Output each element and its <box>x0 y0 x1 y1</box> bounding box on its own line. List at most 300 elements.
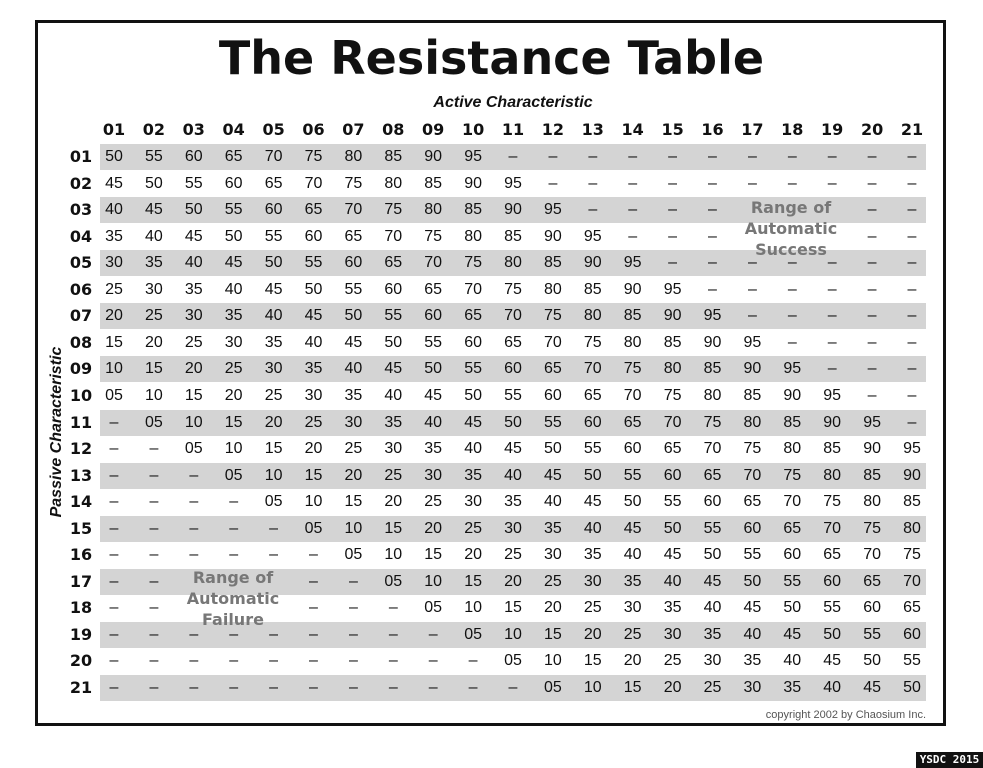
table-cell: 60 <box>344 254 363 272</box>
table-cell: – <box>708 174 717 192</box>
table-cell: – <box>708 254 717 272</box>
table-cell: 15 <box>304 466 323 484</box>
table-cell: 75 <box>424 227 443 245</box>
column-header: 14 <box>621 120 644 139</box>
table-cell: 60 <box>663 466 682 484</box>
table-cell: 60 <box>583 413 602 431</box>
table-cell: – <box>708 227 717 245</box>
table-cell: – <box>189 652 199 670</box>
table-cell: 05 <box>144 413 163 431</box>
table-cell: 25 <box>264 386 283 404</box>
table-cell: 60 <box>743 519 762 537</box>
table-cell: – <box>747 307 757 325</box>
table-cell: 95 <box>464 148 482 165</box>
table-cell: 50 <box>823 625 842 643</box>
table-cell: 35 <box>105 227 123 245</box>
table-cell: 40 <box>783 652 802 670</box>
table-cell: 45 <box>424 386 443 404</box>
table-cell: 85 <box>903 493 921 511</box>
table-cell: 90 <box>903 466 921 484</box>
table-cell: – <box>548 148 558 165</box>
table-cell: 45 <box>144 201 163 219</box>
table-cell: – <box>309 652 318 670</box>
table-cell: – <box>468 652 478 670</box>
column-header: 20 <box>860 120 884 139</box>
table-cell: 75 <box>344 174 363 192</box>
table-cell: 65 <box>504 333 522 351</box>
table-cell: – <box>867 174 877 192</box>
table-cell: – <box>907 307 917 325</box>
table-cell: 90 <box>583 254 602 272</box>
table-cell: – <box>588 174 598 192</box>
table-cell: 80 <box>623 333 642 351</box>
table-cell: 55 <box>863 625 881 643</box>
table-cell: 25 <box>583 599 602 617</box>
table-cell: – <box>388 599 398 617</box>
table-cell: 55 <box>344 280 363 298</box>
table-cell: – <box>189 546 199 564</box>
table-cell: – <box>827 333 837 351</box>
table-cell: – <box>149 599 159 617</box>
table-cell: – <box>149 652 159 670</box>
row-header: 14 <box>69 492 93 512</box>
table-cell: 65 <box>783 519 802 537</box>
table-cell: 35 <box>424 440 443 458</box>
table-cell: – <box>388 625 398 643</box>
table-cell: 20 <box>424 519 443 537</box>
ysdc-badge: YSDC 2015 <box>916 752 983 768</box>
column-header: 03 <box>182 120 205 139</box>
table-cell: 20 <box>184 360 203 378</box>
table-cell: 10 <box>424 572 443 590</box>
table-cell: – <box>867 201 877 219</box>
table-cell: 90 <box>743 360 762 378</box>
table-cell: – <box>787 307 797 325</box>
table-cell: 65 <box>224 148 243 165</box>
table-cell: – <box>668 174 678 192</box>
table-cell: 25 <box>464 519 482 537</box>
table-cell: 80 <box>583 307 602 325</box>
table-cell: 20 <box>105 307 123 325</box>
table-cell: – <box>149 493 159 511</box>
table-cell: 45 <box>504 440 522 458</box>
table-cell: 65 <box>464 307 482 325</box>
table-cell: 50 <box>344 307 363 325</box>
table-cell: 10 <box>384 546 403 564</box>
table-cell: 55 <box>903 652 921 670</box>
table-cell: 20 <box>224 386 243 404</box>
column-header: 19 <box>821 120 844 139</box>
row-header: 11 <box>69 412 93 432</box>
table-cell: – <box>787 254 797 272</box>
column-header: 02 <box>142 120 166 139</box>
table-cell: – <box>348 599 358 617</box>
table-cell: 40 <box>543 493 562 511</box>
table-cell: 30 <box>344 413 363 431</box>
table-cell: 70 <box>344 201 363 219</box>
table-cell: 05 <box>264 493 283 511</box>
table-cell: 40 <box>464 440 482 458</box>
table-cell: 60 <box>424 307 443 325</box>
table-cell: 85 <box>863 466 881 484</box>
table-cell: – <box>787 280 797 298</box>
table-cell: 45 <box>743 599 762 617</box>
table-cell: 30 <box>703 652 722 670</box>
table-cell: – <box>109 413 119 431</box>
table-cell: 85 <box>424 174 443 192</box>
table-cell: – <box>109 546 119 564</box>
table-cell: 50 <box>583 466 602 484</box>
table-cell: – <box>867 148 877 165</box>
table-cell: 15 <box>583 652 602 670</box>
table-cell: – <box>428 652 438 670</box>
table-cell: 80 <box>703 386 722 404</box>
table-cell: 30 <box>464 493 482 511</box>
table-cell: 85 <box>543 254 562 272</box>
table-cell: 50 <box>903 679 921 696</box>
column-header: 11 <box>501 120 525 139</box>
table-cell: 25 <box>384 466 403 484</box>
table-cell: 35 <box>264 333 283 351</box>
table-cell: 45 <box>783 625 802 643</box>
table-cell: 55 <box>743 546 762 564</box>
table-cell: 80 <box>663 360 682 378</box>
table-cell: 10 <box>583 679 602 696</box>
table-cell: 15 <box>105 333 123 351</box>
table-cell: 90 <box>823 413 842 431</box>
table-cell: 40 <box>144 227 163 245</box>
table-cell: 50 <box>863 652 881 670</box>
table-cell: 65 <box>623 413 642 431</box>
table-cell: 70 <box>903 572 921 590</box>
table-cell: 45 <box>583 493 602 511</box>
table-cell: – <box>907 227 917 245</box>
table-cell: 55 <box>703 519 722 537</box>
table-cell: – <box>708 148 717 165</box>
table-cell: 25 <box>144 307 163 325</box>
table-cell: 65 <box>264 174 283 192</box>
table-cell: 60 <box>504 360 522 378</box>
table-cell: – <box>787 174 797 192</box>
table-cell: 05 <box>424 599 443 617</box>
column-header: 01 <box>102 120 126 139</box>
table-cell: – <box>867 280 877 298</box>
table-cell: – <box>428 625 438 643</box>
table-cell: 40 <box>504 466 522 484</box>
table-cell: 70 <box>384 227 403 245</box>
table-cell: 80 <box>823 466 842 484</box>
table-cell: – <box>109 599 119 617</box>
table-cell: – <box>229 546 239 564</box>
table-cell: 40 <box>663 572 682 590</box>
table-cell: 20 <box>543 599 562 617</box>
table-cell: – <box>907 201 917 219</box>
table-cell: 10 <box>144 386 163 404</box>
table-cell: 55 <box>504 386 522 404</box>
table-cell: 80 <box>384 174 403 192</box>
table-cell: – <box>149 466 159 484</box>
table-cell: 05 <box>184 440 203 458</box>
table-cell: 30 <box>184 307 203 325</box>
table-cell: – <box>747 148 757 165</box>
table-cell: 85 <box>464 201 482 219</box>
table-cell: 95 <box>903 440 921 458</box>
table-cell: 95 <box>703 307 722 325</box>
table-cell: 10 <box>184 413 203 431</box>
table-cell: 05 <box>384 572 403 590</box>
table-cell: 65 <box>344 227 363 245</box>
table-cell: 35 <box>304 360 323 378</box>
table-cell: – <box>827 174 837 192</box>
table-cell: 60 <box>184 148 203 165</box>
table-cell: – <box>747 254 757 272</box>
table-cell: – <box>827 360 837 378</box>
table-cell: 25 <box>504 546 522 564</box>
table-cell: 70 <box>663 413 682 431</box>
table-cell: – <box>348 625 358 643</box>
table-cell: – <box>588 201 598 219</box>
table-cell: – <box>388 679 398 696</box>
table-cell: – <box>309 625 318 643</box>
table-cell: 05 <box>105 386 123 404</box>
table-cell: 55 <box>184 174 203 192</box>
table-cell: 45 <box>623 519 642 537</box>
passive-axis-label-text: Passive Characteristic <box>48 346 65 518</box>
table-cell: 65 <box>663 440 682 458</box>
table-cell: 85 <box>783 413 802 431</box>
row-header: 07 <box>69 306 93 326</box>
table-cell: 35 <box>663 599 682 617</box>
table-cell: – <box>149 572 159 590</box>
table-cell: 85 <box>384 148 403 165</box>
table-cell: – <box>109 625 119 643</box>
table-cell: 45 <box>105 174 123 192</box>
table-cell: – <box>109 572 119 590</box>
table-cell: – <box>309 572 318 590</box>
table-cell: 85 <box>823 440 842 458</box>
row-header: 16 <box>69 545 93 565</box>
table-cell: – <box>628 148 638 165</box>
table-cell: – <box>348 679 358 696</box>
column-header: 21 <box>900 120 924 139</box>
table-cell: 80 <box>783 440 802 458</box>
row-header: 17 <box>69 571 93 591</box>
table-cell: 45 <box>304 307 323 325</box>
table-cell: – <box>109 652 119 670</box>
table-cell: 75 <box>583 333 602 351</box>
row-header: 21 <box>69 678 93 697</box>
table-cell: – <box>548 174 558 192</box>
table-cell: – <box>189 493 199 511</box>
table-cell: – <box>907 333 917 351</box>
table-cell: 50 <box>184 201 203 219</box>
table-cell: 30 <box>663 625 682 643</box>
table-cell: 45 <box>823 652 842 670</box>
table-cell: 30 <box>144 280 163 298</box>
column-header: 04 <box>222 120 245 139</box>
row-header: 15 <box>69 518 93 538</box>
table-cell: 60 <box>823 572 842 590</box>
table-cell: 65 <box>823 546 842 564</box>
table-cell: – <box>508 148 518 165</box>
table-cell: 80 <box>344 148 363 165</box>
table-cell: 40 <box>264 307 283 325</box>
table-cell: 60 <box>863 599 881 617</box>
table-cell: 60 <box>384 280 403 298</box>
table-cell: 95 <box>823 386 842 404</box>
row-header: 10 <box>69 385 93 405</box>
table-cell: – <box>189 679 199 696</box>
table-cell: – <box>229 625 239 643</box>
table-cell: 65 <box>424 280 443 298</box>
table-cell: 60 <box>224 174 243 192</box>
table-cell: 50 <box>663 519 682 537</box>
table-cell: 95 <box>623 254 642 272</box>
table-cell: 40 <box>424 413 443 431</box>
column-header: 10 <box>461 120 485 139</box>
table-cell: 40 <box>823 679 842 696</box>
table-cell: 45 <box>703 572 722 590</box>
table-cell: – <box>229 679 239 696</box>
table-cell: 30 <box>105 254 123 272</box>
table-cell: 60 <box>783 546 802 564</box>
active-axis-label: Active Characteristic <box>433 94 593 111</box>
table-cell: 50 <box>304 280 323 298</box>
table-cell: 20 <box>504 572 522 590</box>
table-cell: – <box>309 546 318 564</box>
table-cell: 05 <box>224 466 243 484</box>
table-cell: 85 <box>504 227 522 245</box>
row-header: 12 <box>69 439 93 459</box>
table-cell: – <box>348 652 358 670</box>
copyright-notice: copyright 2002 by Chaosium Inc. <box>765 709 926 721</box>
table-cell: 75 <box>743 440 762 458</box>
table-cell: 50 <box>264 254 283 272</box>
table-cell: – <box>867 386 877 404</box>
table-cell: 75 <box>903 546 921 564</box>
table-cell: 35 <box>543 519 562 537</box>
table-cell: – <box>907 174 917 192</box>
table-cell: 55 <box>424 333 443 351</box>
table-cell: 15 <box>344 493 363 511</box>
table-cell: – <box>787 148 797 165</box>
table-cell: 20 <box>344 466 363 484</box>
table-cell: 35 <box>144 254 163 272</box>
table-cell: 75 <box>703 413 722 431</box>
table-cell: 10 <box>543 652 562 670</box>
table-cell: 80 <box>464 227 482 245</box>
table-cell: 50 <box>783 599 802 617</box>
table-cell: 50 <box>623 493 642 511</box>
row-header: 06 <box>69 279 93 299</box>
table-cell: 55 <box>823 599 842 617</box>
table-cell: – <box>269 519 279 537</box>
row-header: 18 <box>69 598 93 618</box>
table-cell: 75 <box>464 254 482 272</box>
table-cell: – <box>907 148 917 165</box>
column-header: 17 <box>741 120 764 139</box>
table-cell: – <box>827 280 837 298</box>
table-cell: 15 <box>184 386 203 404</box>
table-cell: 25 <box>543 572 562 590</box>
table-cell: 10 <box>224 440 243 458</box>
table-cell: 70 <box>304 174 323 192</box>
table-cell: 50 <box>504 413 522 431</box>
table-cell: 30 <box>264 360 283 378</box>
table-cell: 40 <box>703 599 722 617</box>
table-cell: 55 <box>583 440 602 458</box>
table-cell: 40 <box>224 280 243 298</box>
row-header: 01 <box>69 147 93 166</box>
table-cell: 70 <box>623 386 642 404</box>
table-cell: 95 <box>783 360 802 378</box>
table-cell: 50 <box>703 546 722 564</box>
table-cell: 50 <box>105 148 123 165</box>
table-cell: 90 <box>623 280 642 298</box>
table-cell: 20 <box>384 493 403 511</box>
table-cell: 50 <box>543 440 562 458</box>
table-cell: 35 <box>184 280 203 298</box>
table-cell: – <box>708 201 717 219</box>
row-header: 19 <box>69 624 93 644</box>
table-cell: – <box>668 227 678 245</box>
table-cell: 10 <box>504 625 522 643</box>
table-cell: 40 <box>344 360 363 378</box>
table-cell: – <box>907 254 917 272</box>
table-cell: 40 <box>384 386 403 404</box>
table-cell: 30 <box>424 466 443 484</box>
table-cell: 55 <box>543 413 562 431</box>
table-cell: 45 <box>863 679 881 696</box>
table-cell: – <box>827 307 837 325</box>
table-cell: 30 <box>543 546 562 564</box>
table-cell: 15 <box>504 599 522 617</box>
table-cell: 65 <box>743 493 762 511</box>
table-cell: 15 <box>224 413 243 431</box>
table-cell: – <box>348 572 358 590</box>
row-header: 20 <box>69 651 93 671</box>
automatic-failure-zone-label: Range of Automatic Failure <box>186 568 280 629</box>
table-cell: – <box>149 440 159 458</box>
table-cell: 85 <box>623 307 642 325</box>
table-cell: 25 <box>623 625 642 643</box>
table-cell: 40 <box>184 254 203 272</box>
table-cell: 15 <box>264 440 283 458</box>
table-cell: – <box>747 280 757 298</box>
table-cell: – <box>189 466 199 484</box>
table-cell: 75 <box>823 493 842 511</box>
column-header: 09 <box>422 120 445 139</box>
table-cell: 15 <box>144 360 163 378</box>
column-header: 16 <box>701 120 724 139</box>
table-cell: 55 <box>623 466 642 484</box>
table-cell: – <box>109 679 119 696</box>
table-cell: 75 <box>783 466 802 484</box>
table-cell: 70 <box>543 333 562 351</box>
table-cell: 35 <box>464 466 482 484</box>
table-cell: 90 <box>504 201 522 219</box>
table-cell: – <box>628 174 638 192</box>
table-cell: – <box>149 625 159 643</box>
table-cell: 10 <box>304 493 323 511</box>
table-cell: 45 <box>663 546 682 564</box>
table-cell: 40 <box>623 546 642 564</box>
table-cell: 90 <box>783 386 802 404</box>
table-cell: – <box>149 519 159 537</box>
table-cell: – <box>668 254 678 272</box>
table-cell: 35 <box>224 307 243 325</box>
column-header: 05 <box>262 120 285 139</box>
